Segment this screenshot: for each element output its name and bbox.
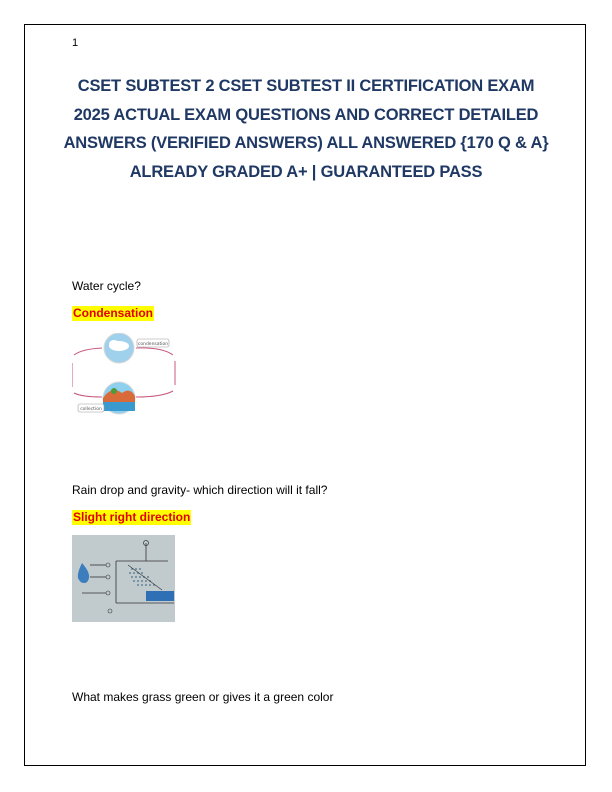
answer-text: Condensation xyxy=(73,306,153,320)
water-cycle-figure xyxy=(72,333,176,415)
document-title: CSET SUBTEST 2 CSET SUBTEST II CERTIFICATION EXAM 2025 ACTUAL EXAM QUESTIONS AND CORRECT DETAILED ANSWERS (VERIFIED ANSWERS) ALL ANSWERED {170 Q & A} ALREADY GRADED A+ | GUARANTEED PASS xyxy=(63,77,549,181)
question-text: Water cycle? xyxy=(72,279,141,293)
condensation-label: condensation xyxy=(137,342,169,347)
raindrop-gravity-figure xyxy=(72,535,175,622)
question-text: What makes grass green or gives it a green color xyxy=(72,690,334,704)
collection-label: collection xyxy=(80,407,102,412)
page-number: 1 xyxy=(72,37,79,49)
answer-text: Slight right direction xyxy=(73,510,191,524)
question-text: Rain drop and gravity- which direction will it fall? xyxy=(72,483,328,497)
